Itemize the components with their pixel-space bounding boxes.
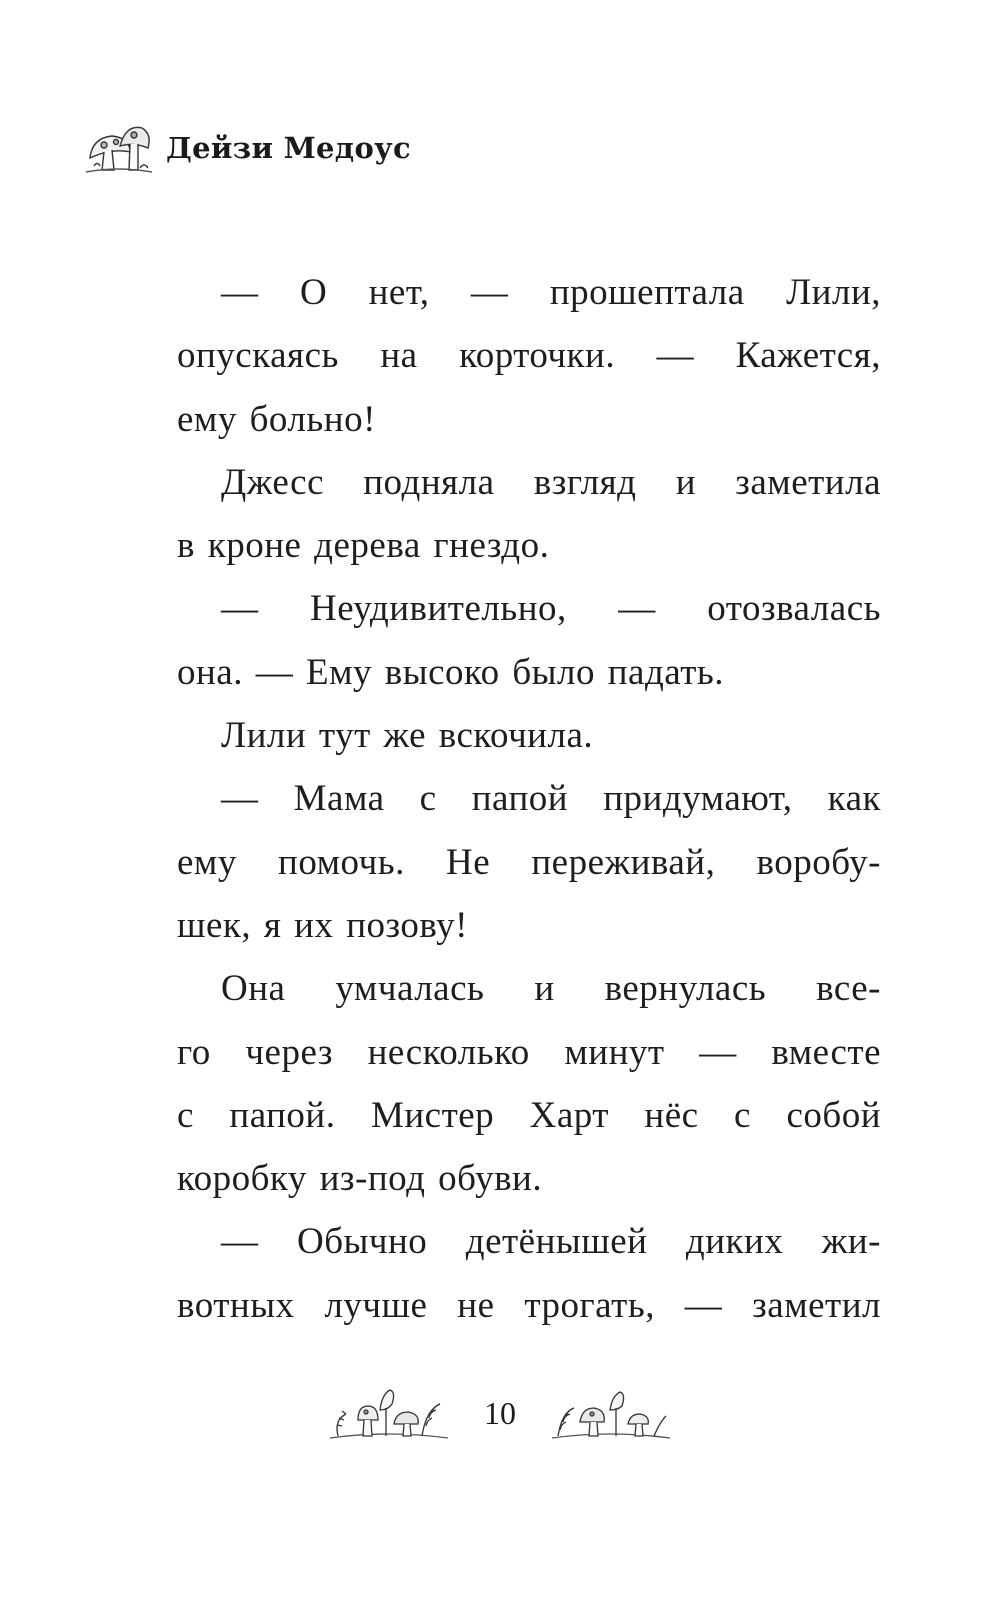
page-body — [177, 261, 881, 1337]
text-line: Джесс подняла взгляд и заметила — [221, 461, 881, 503]
page-footer — [0, 1380, 1000, 1446]
text-line: го через несколько минут — вместе — [177, 1031, 881, 1073]
mushroom-icon — [82, 108, 154, 178]
text-line: она. — Ему высоко было падать. — [177, 651, 725, 693]
text-line: Лили тут же вскочила. — [221, 715, 594, 757]
text-line: с папой. Мистер Харт нёс с собой — [177, 1094, 881, 1136]
page-number: 10 — [484, 1394, 516, 1431]
text-line: ему больно! — [177, 398, 376, 440]
text-line: — Неудивительно, — отозвалась — [221, 588, 881, 630]
text-line: ему помочь. Не переживай, воробу- — [177, 841, 881, 883]
page-header — [82, 108, 411, 178]
mushroom-cluster-icon — [328, 1380, 450, 1446]
mushroom-cluster-icon — [550, 1380, 672, 1446]
text-line: — О нет, — прошептала Лили, — [221, 272, 881, 313]
author-name: Дейзи Медоус — [166, 131, 411, 165]
text-line: шек, я их позову! — [177, 904, 468, 946]
text-line: вотных лучше не трогать, — заметил — [177, 1284, 881, 1326]
text-line: — Мама с папой придумают, как — [221, 778, 881, 820]
text-line: — Обычно детёнышей диких жи- — [221, 1221, 881, 1263]
text-line: опускаясь на корточки. — Кажется, — [177, 335, 881, 377]
text-line: Она умчалась и вернулась все- — [221, 968, 881, 1010]
text-line: в кроне дерева гнездо. — [177, 525, 550, 567]
text-line: коробку из-под обуви. — [177, 1158, 543, 1200]
